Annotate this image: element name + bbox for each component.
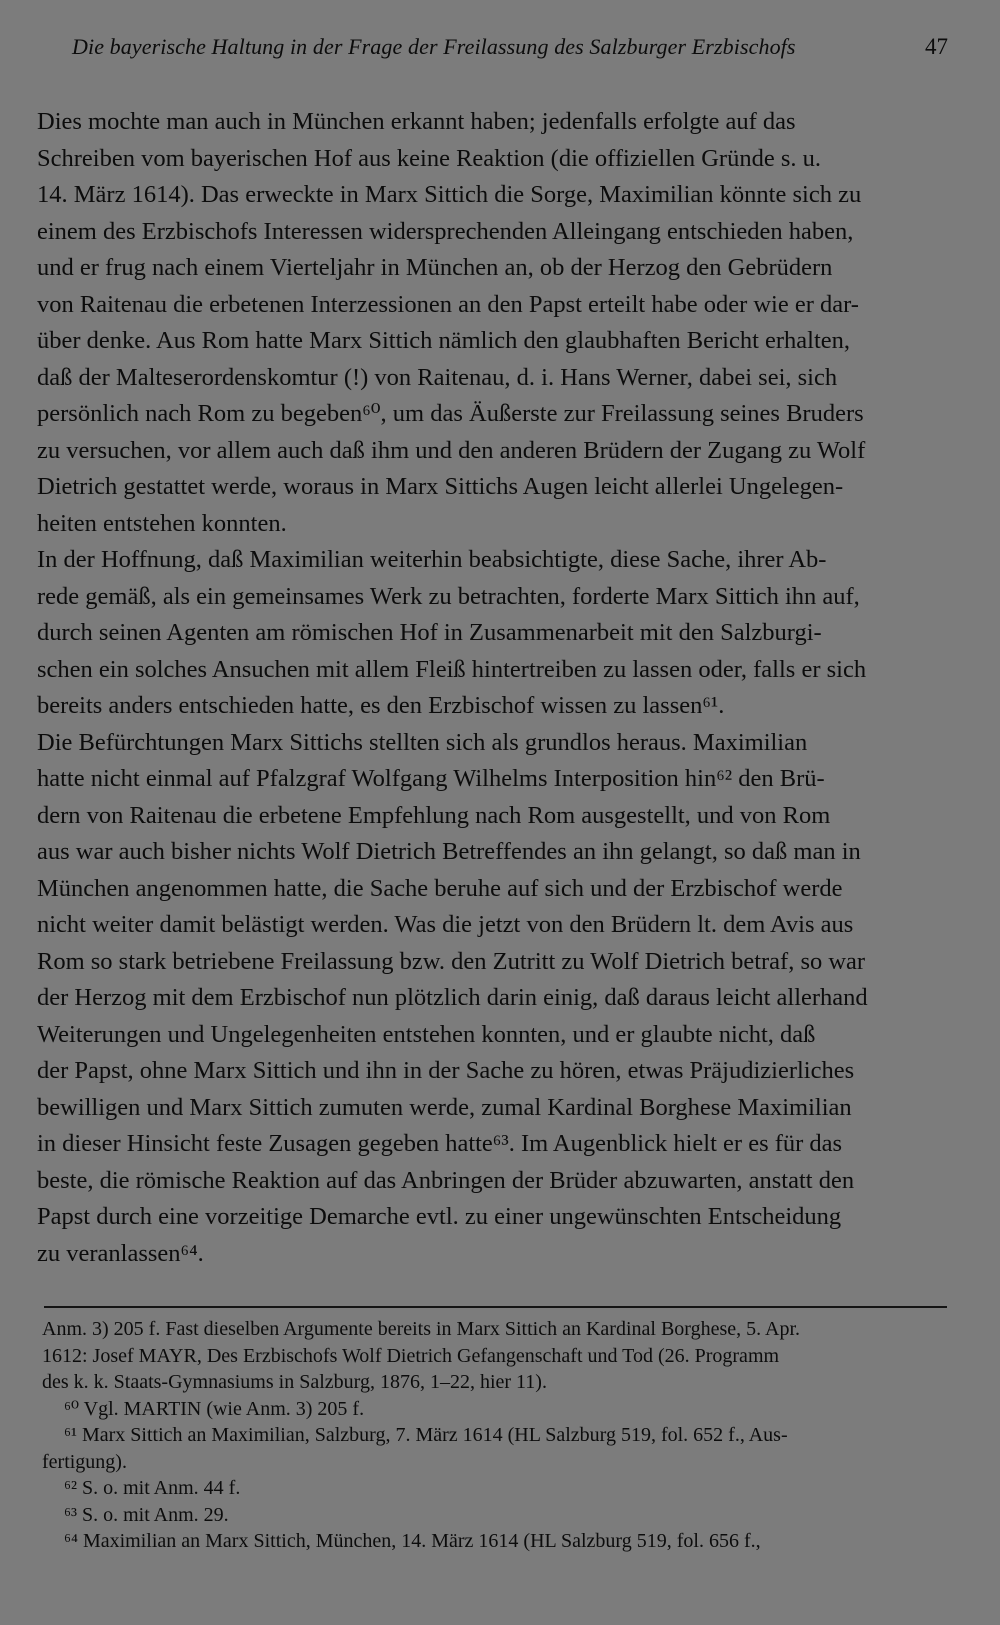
text-line: durch seinen Agenten am römischen Hof in Zusammenarbeit mit den Salzburgi-	[37, 619, 822, 646]
text-line: München angenommen hatte, die Sache beruhe auf sich und der Erzbischof werde	[37, 874, 843, 902]
text-line: und er frug nach einem Vierteljahr in München an, ob der Herzog den Gebrüdern	[37, 254, 833, 281]
running-title: Die bayerische Haltung in der Frage der Freilassung des Salzburger Erzbischofs	[72, 34, 796, 59]
text-line: zu versuchen, vor allem auch daß ihm und den anderen Brüdern der Zugang zu Wolf	[37, 436, 866, 464]
text-line: aus war auch bisher nichts Wolf Dietrich Betreffendes an ihn gelangt, so daß man in	[37, 838, 861, 865]
text-line: Papst durch eine vorzeitige Demarche evtl. zu einer ungewünschten Entscheidung	[37, 1203, 842, 1230]
text-line: einem des Erzbischofs Interessen widersprechenden Alleingang entschieden haben,	[37, 217, 854, 245]
text-line: persönlich nach Rom zu begeben⁶⁰, um das Äußerste zur Freilassung seines Bruders	[37, 400, 864, 427]
text-line: der Herzog mit dem Erzbischof nun plötzlich darin einig, daß daraus leicht allerhand	[37, 984, 868, 1011]
text-line: nicht weiter damit belästigt werden. Was die jetzt von den Brüdern lt. dem Avis aus	[37, 911, 854, 938]
footnote-line: des k. k. Staats-Gymnasiums in Salzburg, 1876, 1–22, hier 11).	[42, 1371, 547, 1393]
text-line: In der Hoffnung, daß Maximilian weiterhin beabsichtigte, diese Sache, ihrer Ab-	[37, 546, 827, 573]
footnote-line: ⁶⁴ Maximilian an Marx Sittich, München, 14. März 1614 (HL Salzburg 519, fol. 656 f.,	[64, 1530, 761, 1552]
text-line: Die Befürchtungen Marx Sittichs stellten sich als grundlos heraus. Maximilian	[37, 728, 808, 756]
text-line: Dies mochte man auch in München erkannt haben; jedenfalls erfolgte auf das	[37, 108, 796, 135]
text-line: der Papst, ohne Marx Sittich und ihn in der Sache zu hören, etwas Präjudizierliches	[37, 1057, 855, 1084]
text-line: heiten entstehen konnten.	[37, 509, 287, 537]
text-line: Weiterungen und Ungelegenheiten entstehen konnten, und er glaubte nicht, daß	[37, 1020, 816, 1048]
footnote-line: ⁶³ S. o. mit Anm. 29.	[64, 1503, 229, 1526]
text-line: Schreiben vom bayerischen Hof aus keine Reaktion (die offiziellen Gründe s. u.	[37, 144, 821, 172]
text-line: beste, die römische Reaktion auf das Anbringen der Brüder abzuwarten, anstatt den	[37, 1166, 855, 1194]
text-line: 14. März 1614). Das erweckte in Marx Sittich die Sorge, Maximilian könnte sich zu	[37, 181, 862, 208]
text-line: schen ein solches Ansuchen mit allem Fleiß hintertreiben zu lassen oder, falls er sich	[37, 655, 867, 683]
footnote-line: Anm. 3) 205 f. Fast dieselben Argumente bereits in Marx Sittich an Kardinal Borghese, 5. Apr.	[42, 1318, 801, 1340]
text-line: bewilligen und Marx Sittich zumuten werde, zumal Kardinal Borghese Maximilian	[37, 1093, 852, 1121]
footnote-line: ⁶⁰ Vgl. MARTIN (wie Anm. 3) 205 f.	[64, 1397, 365, 1420]
footnote-line: ⁶² S. o. mit Anm. 44 f.	[64, 1477, 241, 1499]
text-line: hatte nicht einmal auf Pfalzgraf Wolfgang Wilhelms Interposition hin⁶² den Brü-	[37, 765, 825, 792]
main-text	[37, 104, 947, 1272]
text-line: von Raitenau die erbetenen Interzessionen an den Papst erteilt habe oder wie er dar-	[37, 290, 859, 318]
text-line: Dietrich gestattet werde, woraus in Marx Sittichs Augen leicht allerlei Ungelegen-	[37, 473, 844, 500]
text-line: in dieser Hinsicht feste Zusagen gegeben hatte⁶³. Im Augenblick hielt er es für das	[37, 1130, 843, 1157]
text-line: zu veranlassen⁶⁴.	[37, 1239, 204, 1267]
footnote-line: ⁶¹ Marx Sittich an Maximilian, Salzburg, 7. März 1614 (HL Salzburg 519, fol. 652 f., Aus-	[64, 1424, 788, 1446]
text-line: daß der Malteserordenskomtur (!) von Raitenau, d. i. Hans Werner, dabei sei, sich	[37, 363, 838, 391]
text-line: bereits anders entschieden hatte, es den Erzbischof wissen zu lassen⁶¹.	[37, 692, 725, 719]
text-line: dern von Raitenau die erbetene Empfehlung nach Rom ausgestellt, und von Rom	[37, 801, 831, 829]
footnotes	[42, 1316, 952, 1555]
footnote-line: fertigung).	[42, 1450, 127, 1473]
page-number: 47	[925, 34, 948, 59]
footnote-line: 1612: Josef MAYR, Des Erzbischofs Wolf Dietrich Gefangenschaft und Tod (26. Programm	[42, 1344, 780, 1367]
text-line: rede gemäß, als ein gemeinsames Werk zu betrachten, forderte Marx Sittich ihn auf,	[37, 582, 860, 610]
footnote-divider	[44, 1306, 947, 1308]
text-line: Rom so stark betriebene Freilassung bzw. den Zutritt zu Wolf Dietrich betraf, so war	[37, 947, 866, 975]
text-line: über denke. Aus Rom hatte Marx Sittich nämlich den glaubhaften Bericht erhalten,	[37, 327, 851, 354]
